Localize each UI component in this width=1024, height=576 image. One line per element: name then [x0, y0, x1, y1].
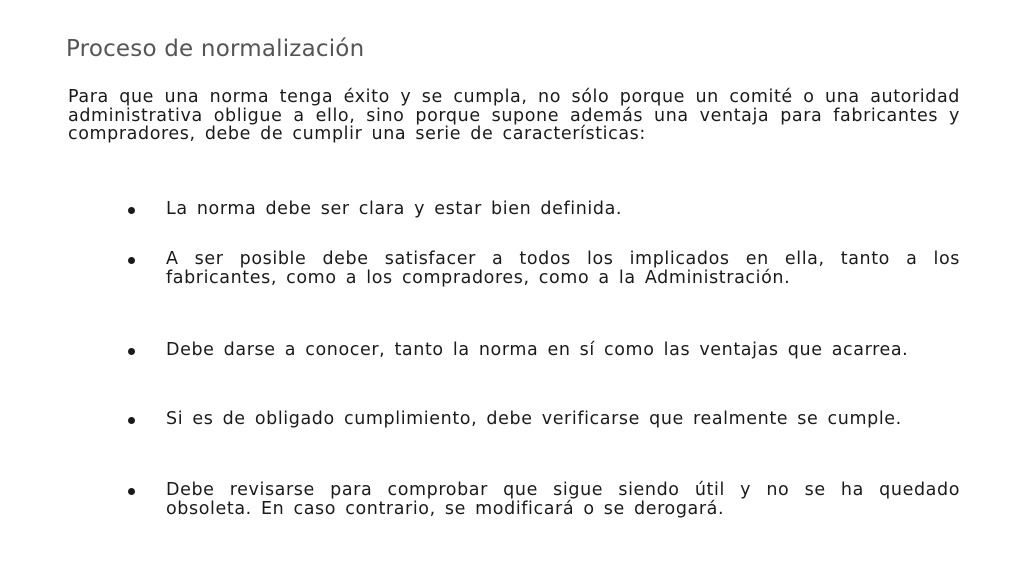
bullet-dot-icon: [128, 257, 135, 264]
intro-paragraph: Para que una norma tenga éxito y se cumpla, no sólo porque un comité o una autoridad administrativa obligue a ello, sino porque supone además una ventaja para fabricantes y compradores, debe de cumplir una serie de características:: [68, 87, 960, 144]
bullet-dot-icon: [128, 488, 135, 495]
slide-title: Proceso de normalización: [66, 36, 365, 62]
bullet-text: Debe revisarse para comprobar que sigue siendo útil y no se ha quedado obsoleta. En caso contrario, se modificará o se derogará.: [166, 480, 960, 519]
bullet-text: A ser posible debe satisfacer a todos los implicados en ella, tanto a los fabricantes, como a los compradores, como a la Administración.: [166, 249, 960, 288]
bullet-dot-icon: [128, 207, 135, 214]
bullet-text: Si es de obligado cumplimiento, debe verificarse que realmente se cumple.: [166, 409, 902, 429]
bullet-dot-icon: [128, 417, 135, 424]
bullet-text: Debe darse a conocer, tanto la norma en sí como las ventajas que acarrea.: [166, 340, 909, 360]
bullet-text: La norma debe ser clara y estar bien definida.: [166, 199, 623, 219]
bullet-dot-icon: [128, 348, 135, 355]
